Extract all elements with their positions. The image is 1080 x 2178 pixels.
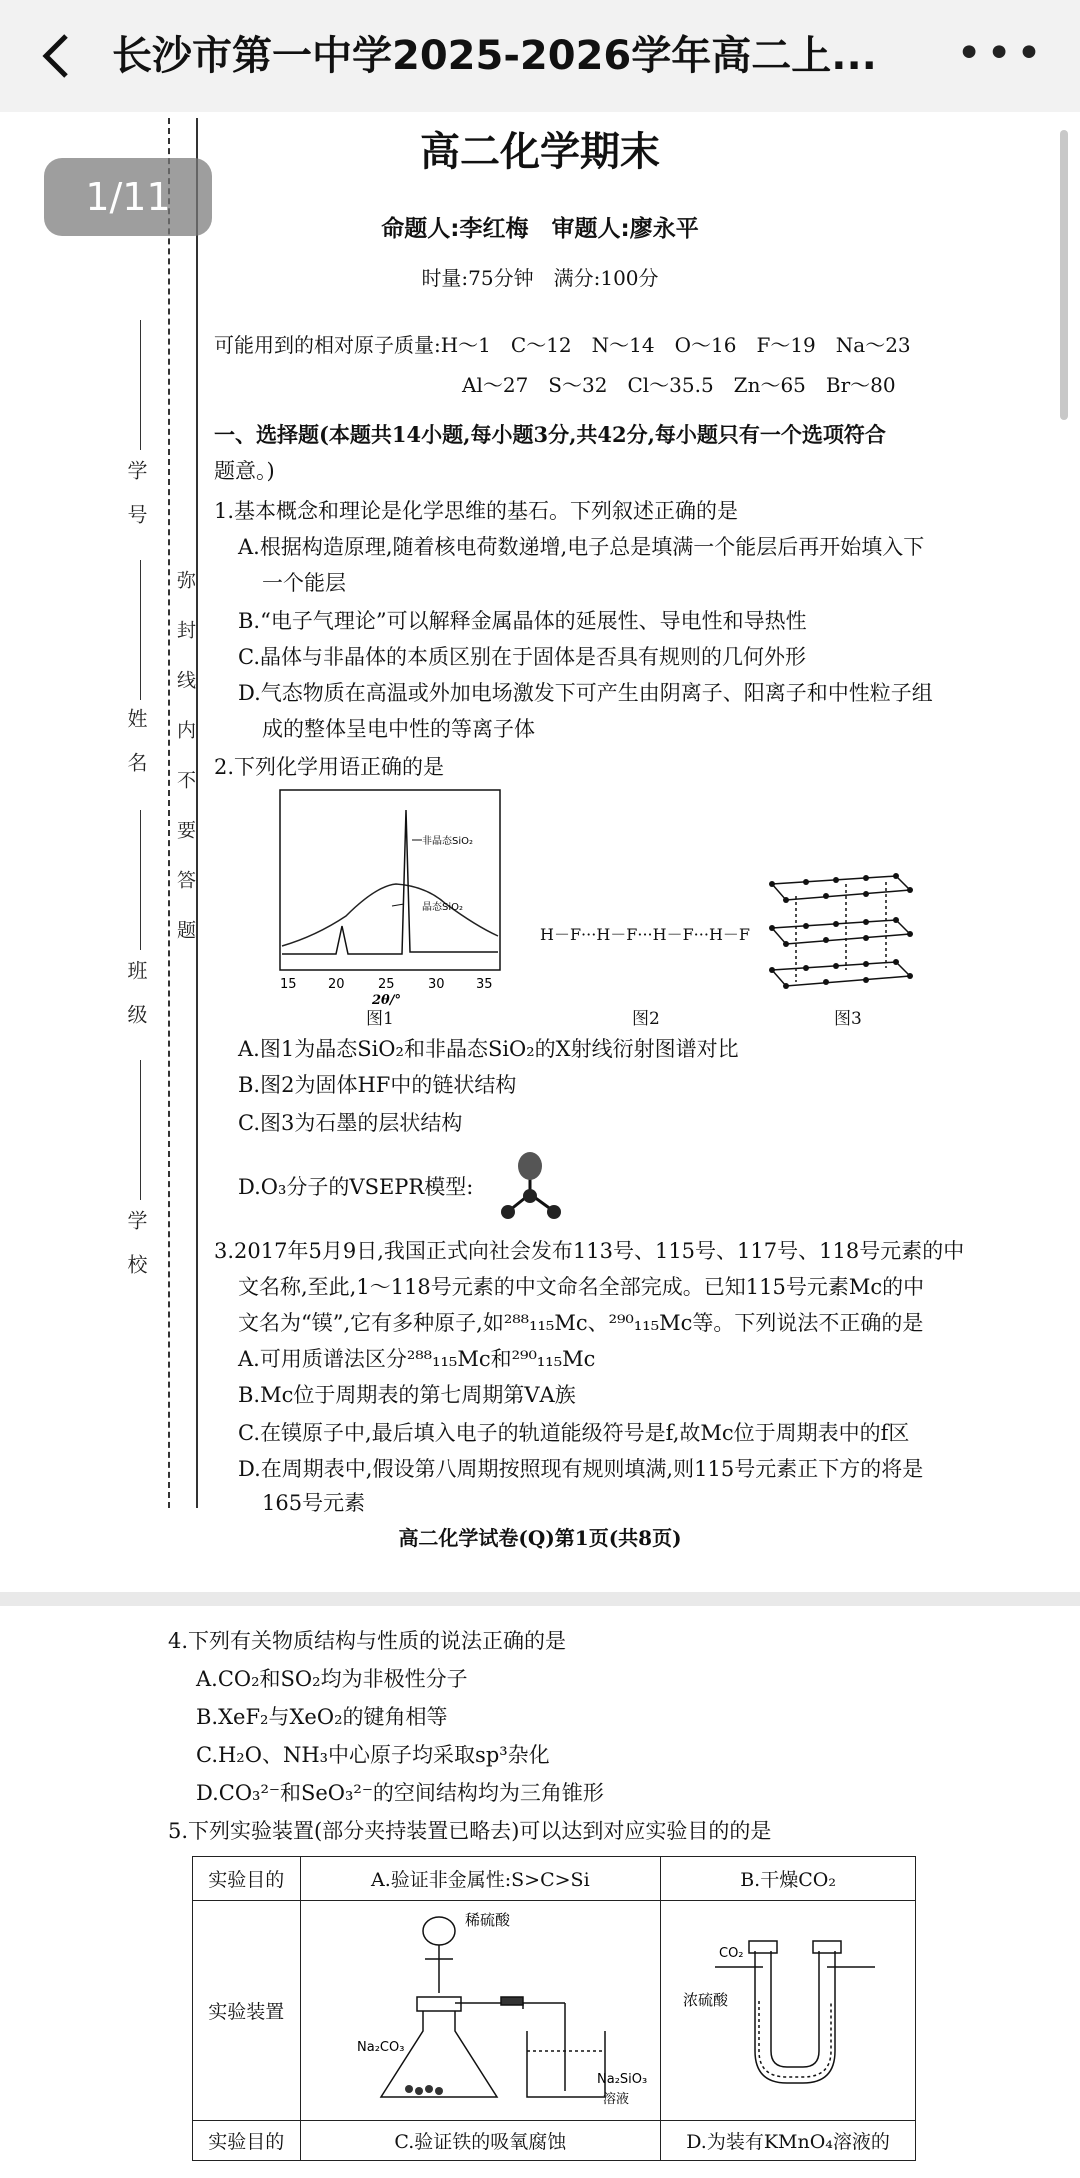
fig1-frame bbox=[280, 790, 500, 970]
q3-stem-3: 文名为“镆”,它有多种原子,如²⁸⁸₁₁₅Mc、²⁹⁰₁₁₅Mc等。下列说法不正确的是 bbox=[238, 1311, 924, 1335]
xuexiao-blank-line bbox=[140, 1060, 141, 1200]
q2-option-a: A.图1为晶态SiO₂和非晶态SiO₂的X射线衍射图谱对比 bbox=[238, 1037, 739, 1061]
fig1-tick: 15 bbox=[280, 977, 297, 992]
q3-stem-2: 文名称,至此,1～118号元素的中文命名全部完成。已知115号元素Mc的中 bbox=[238, 1275, 925, 1299]
q4-option-b: B.XeF₂与XeO₂的键角相等 bbox=[196, 1705, 448, 1729]
q3-option-a: A.可用质谱法区分²⁸⁸₁₁₅Mc和²⁹⁰₁₁₅Mc bbox=[238, 1347, 596, 1371]
q3-option-c: C.在镆原子中,最后填入电子的轨道能级符号是f,故Mc位于周期表中的f区 bbox=[238, 1421, 910, 1445]
q4-stem: 4.下列有关物质结构与性质的说法正确的是 bbox=[168, 1629, 567, 1653]
fig1-tick: 20 bbox=[328, 977, 345, 992]
q1-option-d-cont: 成的整体呈电中性的等离子体 bbox=[262, 717, 535, 741]
table-cell-d: D.为装有KMnO₄溶液的 bbox=[661, 2121, 916, 2161]
fig1-amorphous-curve bbox=[282, 884, 498, 946]
q2-stem: 2.下列化学用语正确的是 bbox=[214, 755, 445, 779]
table-header-b: B.干燥CO₂ bbox=[661, 1857, 916, 1901]
exam-title: 高二化学期末 bbox=[420, 129, 660, 175]
section-1-title-cont: 题意。) bbox=[214, 459, 275, 483]
banji-blank-line bbox=[140, 810, 141, 950]
apparatus-b-acid-label: 浓硫酸 bbox=[683, 1991, 729, 2009]
app-header bbox=[0, 0, 1080, 113]
apparatus-a-acid-label: 稀硫酸 bbox=[465, 1911, 511, 1929]
exam-authors: 命题人:李红梅 审题人:廖永平 bbox=[381, 216, 699, 242]
table-row3-label: 实验目的 bbox=[193, 2121, 301, 2161]
fig1-crystal-curve bbox=[282, 810, 498, 954]
table-row-device-label: 实验装置 bbox=[193, 1901, 301, 2121]
table-header-a: A.验证非金属性:S>C>Si bbox=[300, 1857, 661, 1901]
xuehao-blank-line bbox=[140, 320, 141, 450]
fig1-crystal-label: 晶态SiO₂ bbox=[422, 902, 464, 913]
figure-1-xrd bbox=[276, 786, 506, 1016]
page-separator bbox=[0, 1592, 1080, 1606]
binding-notice: 弥 封 线 内 不 要 答 题 bbox=[174, 570, 196, 945]
label-xuehao: 学 号 bbox=[124, 460, 148, 526]
experiment-table bbox=[192, 1856, 916, 2161]
apparatus-b-diagram bbox=[663, 1901, 913, 2115]
figure-2-hf-chain: H－F···H－F···H－F···H－F bbox=[540, 925, 750, 944]
q2-option-b: B.图2为固体HF中的链状结构 bbox=[238, 1073, 517, 1097]
xingming-blank-line bbox=[140, 560, 141, 700]
apparatus-a-solution-label: 溶液 bbox=[603, 2092, 630, 2107]
fig1-tick: 35 bbox=[476, 977, 493, 992]
atomic-masses-line-2: Al～27 S～32 Cl～35.5 Zn～65 Br～80 bbox=[462, 373, 896, 397]
q3-stem-1: 3.2017年5月9日,我国正式向社会发布113号、115号、117号、118号元素的中 bbox=[214, 1239, 965, 1263]
table-cell-c: C.验证铁的吸氧腐蚀 bbox=[300, 2121, 661, 2161]
binding-dashed-line bbox=[168, 118, 170, 1508]
atomic-masses-line-1: 可能用到的相对原子质量:H～1 C～12 N～14 O～16 F～19 Na～23 bbox=[214, 333, 911, 357]
q3-option-d: D.在周期表中,假设第八周期按照现有规则填满,则115号元素正下方的将是 bbox=[238, 1457, 924, 1481]
q1-option-b: B.“电子气理论”可以解释金属晶体的延展性、导电性和导热性 bbox=[238, 609, 807, 633]
o3-vsepr-model-icon bbox=[490, 1146, 570, 1226]
fig1-tick: 30 bbox=[428, 977, 445, 992]
fig1-tick: 25 bbox=[378, 977, 395, 992]
figure-1-label: 图1 bbox=[366, 1009, 394, 1029]
page-indicator: 1/11 bbox=[44, 158, 212, 236]
back-arrow-icon[interactable] bbox=[30, 28, 86, 84]
figure-3-graphite bbox=[766, 870, 916, 1000]
q3-option-b: B.Mc位于周期表的第七周期第ⅤA族 bbox=[238, 1383, 576, 1407]
figure-3-label: 图3 bbox=[834, 1009, 862, 1029]
apparatus-a-na2co3-label: Na₂CO₃ bbox=[357, 2040, 405, 2055]
label-banji: 班 级 bbox=[124, 960, 148, 1026]
q5-stem: 5.下列实验装置(部分夹持装置已略去)可以达到对应实验目的的是 bbox=[168, 1819, 772, 1843]
q1-option-d: D.气态物质在高温或外加电场激发下可产生由阴离子、阳离子和中性粒子组 bbox=[238, 681, 933, 705]
section-1-title: 一、选择题(本题共14小题,每小题3分,共42分,每小题只有一个选项符合 bbox=[214, 422, 886, 447]
apparatus-b-cell bbox=[661, 1901, 916, 2121]
page-footer: 高二化学试卷(Q)第1页(共8页) bbox=[398, 1526, 682, 1550]
q4-option-d: D.CO₃²⁻和SeO₃²⁻的空间结构均为三角锥形 bbox=[196, 1781, 604, 1805]
label-xingming: 姓 名 bbox=[124, 708, 148, 774]
q4-option-a: A.CO₂和SO₂均为非极性分子 bbox=[196, 1667, 468, 1691]
document-title: 长沙市第一中学2025-2026学年高二上... bbox=[112, 33, 877, 79]
q1-stem: 1.基本概念和理论是化学思维的基石。下列叙述正确的是 bbox=[214, 499, 739, 523]
apparatus-b-co2-label: CO₂ bbox=[719, 1946, 744, 1961]
q2-option-d: D.O₃分子的VSEPR模型: bbox=[238, 1175, 474, 1199]
q1-option-a-cont: 一个能层 bbox=[262, 571, 346, 595]
more-options-icon[interactable]: ••• bbox=[956, 28, 1046, 79]
q1-option-c: C.晶体与非晶体的本质区别在于固体是否具有规则的几何外形 bbox=[238, 645, 806, 669]
apparatus-a-cell bbox=[300, 1901, 661, 2121]
exam-time: 时量:75分钟 满分:100分 bbox=[421, 266, 659, 290]
q3-option-d-cont: 165号元素 bbox=[262, 1491, 366, 1515]
table-header-purpose: 实验目的 bbox=[193, 1857, 301, 1901]
apparatus-a-diagram bbox=[305, 1901, 655, 2115]
apparatus-a-na2sio3-label: Na₂SiO₃ bbox=[597, 2072, 648, 2087]
q2-option-c: C.图3为石墨的层状结构 bbox=[238, 1111, 463, 1135]
q1-option-a: A.根据构造原理,随着核电荷数递增,电子总是填满一个能层后再开始填入下 bbox=[238, 535, 925, 559]
label-xuexiao: 学 校 bbox=[124, 1210, 148, 1276]
fig1-amorphous-label: 非晶态SiO₂ bbox=[422, 836, 474, 847]
fig1-xlabel: 2θ/° bbox=[372, 993, 401, 1008]
figure-2-label: 图2 bbox=[632, 1009, 660, 1029]
q4-option-c: C.H₂O、NH₃中心原子均采取sp³杂化 bbox=[196, 1743, 550, 1767]
